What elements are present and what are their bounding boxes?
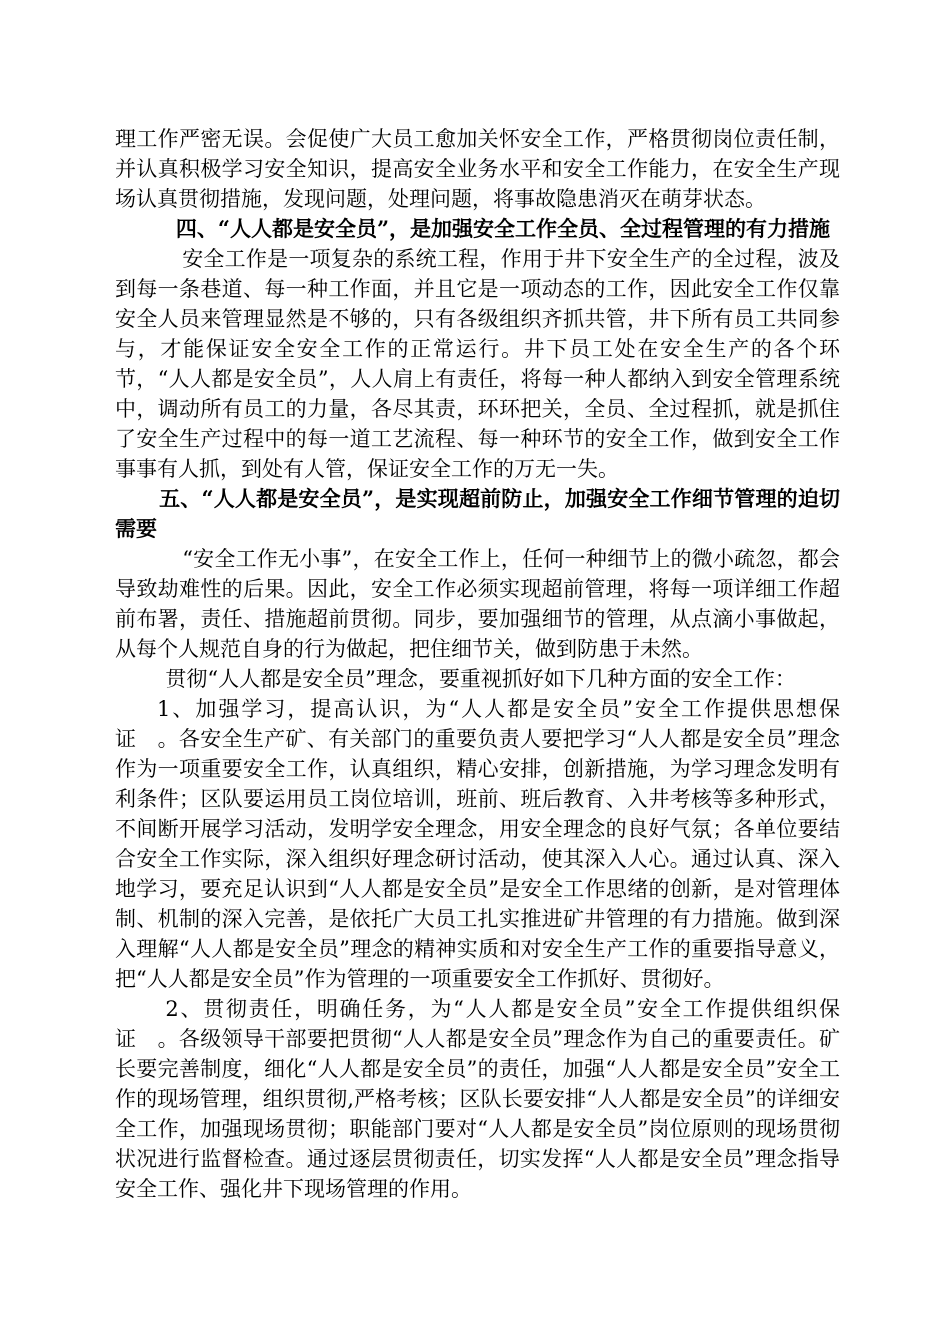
document-page xyxy=(115,124,840,1204)
list-item-1: 1、加强学习，提高认识，为“人人都是安全员”安全工作提供思想保证 。各安全生产矿、有关部门的重要负责人要把学习“人人都是安全员”理念作为一项重要安全工作，认真组织，精心安排，创新措施，为学习理念发明有利条件；区队要运用员工岗位培训，班前、班后教育、入井考核等多种形式，不间断开展学习活动，发明学安全理念，用安全理念的良好气氛；各单位要结合安全工作实际，深入组织好理念研讨活动，使其深入人心。通过认真、深入地学习，要充足认识到“人人都是安全员”是安全工作思绪的创新，是对管理体制、机制的深入完善，是依托广大员工扎实推进矿井管理的有力措施。做到深入理解“人人都是安全员”理念的精神实质和对安全生产工作的重要指导意义，把“人人都是安全员”作为管理的一项重要安全工作抓好、贯彻好。 xyxy=(115,697,840,991)
section-heading-5: 五、“人人都是安全员”，是实现超前防止，加强安全工作细节管理的迫切需要 xyxy=(115,486,840,541)
section-heading-4: 四、“人人都是安全员”，是加强安全工作全员、全过程管理的有力措施 xyxy=(175,216,831,241)
list-item-2: 2、贯彻责任，明确任务，为“人人都是安全员”安全工作提供组织保证 。各级领导干部要把贯彻“人人都是安全员”理念作为自己的重要责任。矿长要完善制度，细化“人人都是安全员”的责任，加强“人人都是安全员”安全工作的现场管理，组织贯彻,严格考核；区队长要安排“人人都是安全员”的详细安全工作，加强现场贯彻；职能部门要对“人人都是安全员”岗位原则的现场贯彻状况进行监督检查。通过逐层贯彻责任，切实发挥“人人都是安全员”理念指导安全工作、强化井下现场管理的作用。 xyxy=(115,997,840,1201)
paragraph-intro-list: 贯彻“人人都是安全员”理念，要重视抓好如下几种方面的安全工作： xyxy=(165,667,796,691)
paragraph-section-5: “安全工作无小事”，在安全工作上，任何一种细节上的微小疏忽，都会导致劫难性的后果。因此，安全工作必须实现超前管理，将每一项详细工作超前布署，责任、措施超前贯彻。同步，要加强细节的管理，从点滴小事做起，从每个人规范自身的行为做起，把住细节关，做到防患于未然。 xyxy=(115,547,840,661)
paragraph-continuation: 理工作严密无误。会促使广大员工愈加关怀安全工作，严格贯彻岗位责任制，并认真积极学习安全知识，提高安全业务水平和安全工作能力，在安全生产现场认真贯彻措施，发现问题，处理问题，将事故隐患消灭在萌芽状态。 xyxy=(115,127,840,211)
paragraph-section-4: 安全工作是一项复杂的系统工程，作用于井下安全生产的全过程，波及到每一条巷道、每一种工作面，并且它是一项动态的工作，因此安全工作仅靠安全人员来管理显然是不够的，只有各级组织齐抓共管，井下所有员工共同参与，才能保证安全安全工作的正常运行。井下员工处在安全生产的各个环节，“人人都是安全员”，人人肩上有责任，将每一种人都纳入到安全管理系统中，调动所有员工的力量，各尽其责，环环把关，全员、全过程抓，就是抓住了安全生产过程中的每一道工艺流程、每一种环节的安全工作，做到安全工作事事有人抓，到处有人管，保证安全工作的万无一失。 xyxy=(115,247,840,481)
